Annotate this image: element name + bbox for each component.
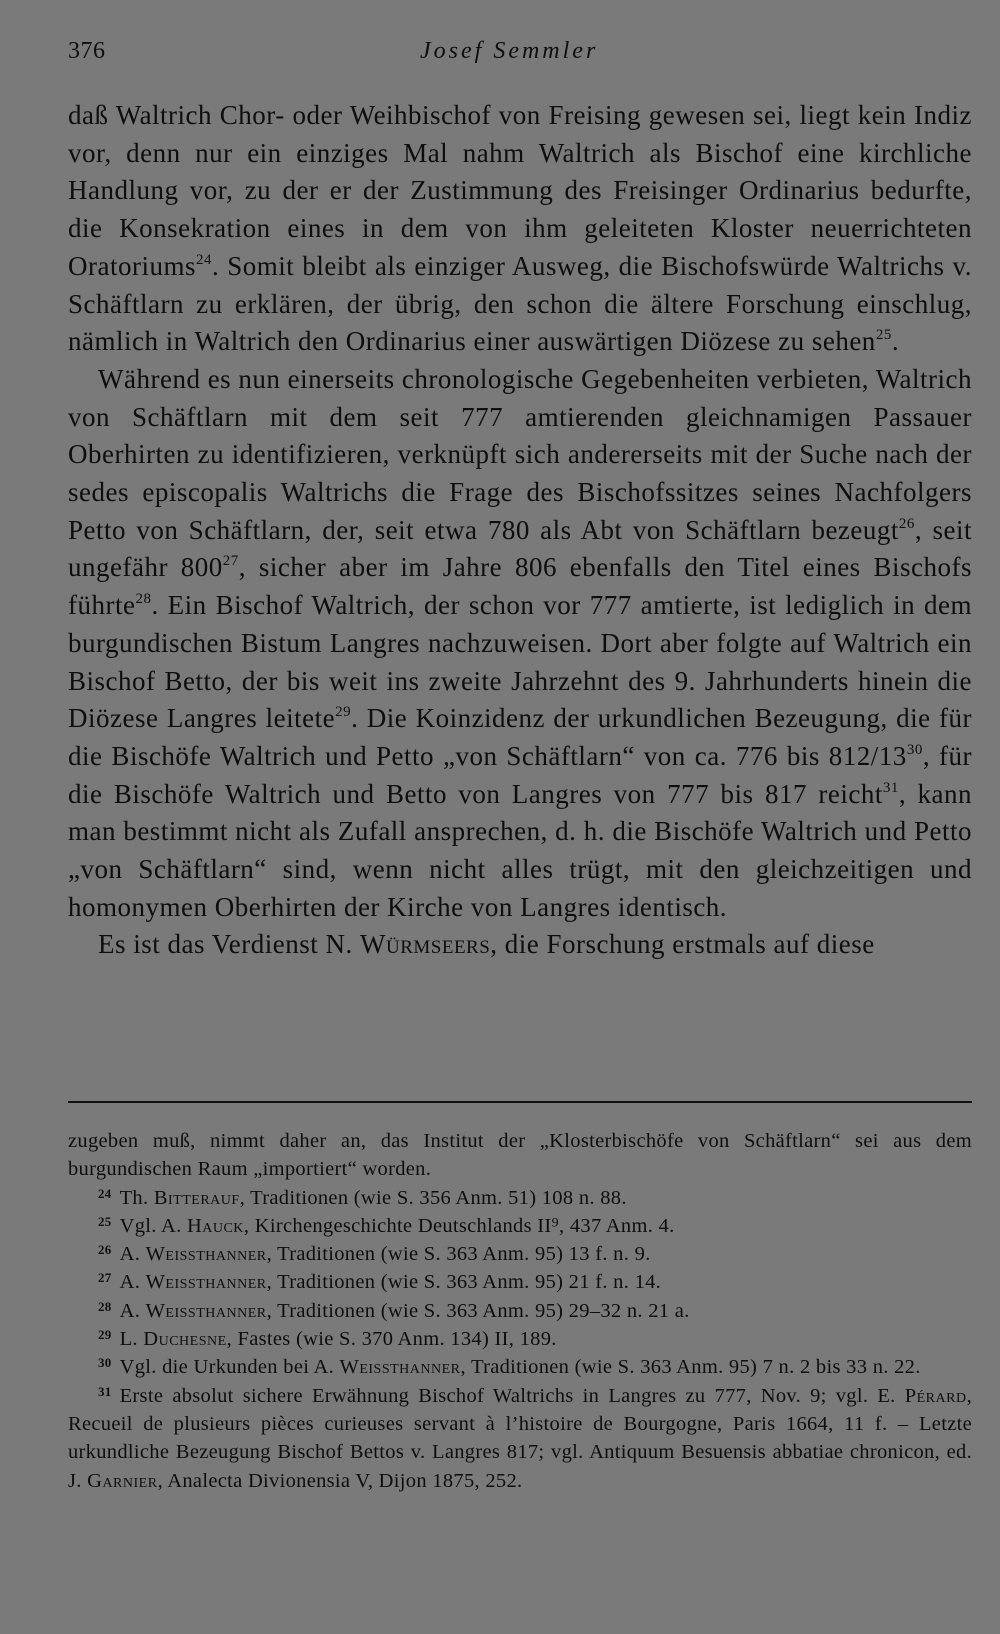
footnote-number: 27 xyxy=(98,1270,112,1286)
paragraph: Es ist das Verdienst N. Würmseers, die Forschung erstmals auf diese xyxy=(98,929,875,960)
author-name: Hauck xyxy=(186,1214,244,1237)
running-head: Josef Semmler xyxy=(420,38,599,64)
footnote-number: 29 xyxy=(98,1327,112,1343)
footnote-number: 28 xyxy=(98,1298,112,1314)
footnote-divider xyxy=(68,1101,972,1103)
footnotes xyxy=(68,1127,972,1495)
footnote: $^{30}$ Vgl. die Urkunden bei A. Weissthanner, Traditionen (wie S. 363 Anm. 95) 7 n. 2 bis 33 n. 22. xyxy=(98,1355,921,1379)
author-name: Weissthanner xyxy=(145,1243,267,1266)
footnote-ref: 27 xyxy=(222,553,239,570)
footnote-number: 26 xyxy=(98,1242,112,1258)
footnote-number: 30 xyxy=(98,1355,112,1371)
footnote: $^{28}$ A. Weissthanner, Traditionen (wie S. 363 Anm. 95) 29–32 n. 21 a. xyxy=(98,1298,690,1322)
author-name: Bitterauf xyxy=(153,1186,240,1209)
footnote-number: 25 xyxy=(98,1213,112,1229)
author-name: Weissthanner xyxy=(339,1356,461,1379)
paragraph: daß Waltrich Chor- oder Weihbischof von Freising gewesen sei, liegt kein Indiz vor, denn nur ein einziges Mal nahm Waltrich als Bischof eine kirchliche Handlung vor, zu der er der Zustimmung des Freisinger Ordinarius bedurfte, die Konsekration eines in dem von ihm geleiteten Kloster neuerrichteten Oratoriums$^{24}$. Somit bleibt als einziger Ausweg, die Bischofswürde Waltrichs v. Schäftlarn zu erklären, der übrig, den schon die ältere Forschung einschlug, nämlich in Waltrich den Ordinarius einer auswärtigen Diözese zu sehen$^{25}$. xyxy=(68,100,972,357)
footnote: $^{24}$ Th. Bitterauf, Traditionen (wie S. 356 Anm. 51) 108 n. 88. xyxy=(98,1185,627,1209)
author-name: Würmseers xyxy=(360,929,491,960)
footnote-ref: 28 xyxy=(135,591,152,608)
footnote-continuation: zugeben muß, nimmt daher an, das Institut der „Klosterbischöfe von Schäftlarn“ sei aus dem burgundischen Raum „importiert“ worden. xyxy=(68,1130,972,1181)
author-name: Pérard xyxy=(904,1384,967,1407)
author-name: Weissthanner xyxy=(145,1299,267,1322)
paragraph: Während es nun einerseits chronologische Gegebenheiten verbieten, Waltrich von Schäftlarn mit dem seit 777 amtierenden gleichnamigen Passauer Oberhirten zu identifizieren, verknüpft sich andererseits mit der Suche nach der sedes episcopalis Waltrichs die Frage des Bischofssitzes seines Nachfolgers Petto von Schäftlarn, der, seit etwa 780 als Abt von Schäftlarn bezeugt$^{26}$, seit ungefähr $800^{27}$, sicher aber im Jahre 806 ebenfalls den Titel eines Bischofs führte$^{28}$. Ein Bischof Waltrich, der schon vor 777 amtierte, ist lediglich in dem burgundischen Bistum Langres nachzuweisen. Dort aber folgte auf Waltrich ein Bischof Betto, der bis weit ins zweite Jahrzehnt des 9. Jahrhunderts hinein die Diözese Langres leitete$^{29}$. Die Koinzidenz der urkundlichen Bezeugung, die für die Bischöfe Waltrich und Petto „von Schäftlarn“ von ca. 776 bis $812/13^{30}$, für die Bischöfe Waltrich und Betto von Langres von 777 bis 817 reicht$^{31}$, kann man bestimmt nicht als Zufall ansprechen, d. h. die Bischöfe Waltrich und Petto „von Schäftlarn“ sind, wenn nicht alles trügt, mit den gleichzeitigen und homonymen Oberhirten der Kirche von Langres identisch. xyxy=(68,363,973,922)
footnote-ref: 25 xyxy=(875,327,892,344)
footnote-ref: 29 xyxy=(335,704,352,721)
footnote: $^{27}$ A. Weissthanner, Traditionen (wie S. 363 Anm. 95) 21 f. n. 14. xyxy=(98,1270,662,1294)
footnote: $^{26}$ A. Weissthanner, Traditionen (wie S. 363 Anm. 95) 13 f. n. 9. xyxy=(98,1242,651,1266)
footnote-ref: 24 xyxy=(195,251,212,268)
author-name: Garnier xyxy=(87,1469,158,1492)
author-name: Weissthanner xyxy=(145,1271,267,1294)
footnote-number: 31 xyxy=(98,1383,112,1399)
footnote: $^{31}$ Erste absolut sichere Erwähnung Bischof Waltrichs in Langres zu 777, Nov. 9; vgl. E. Pérard, Recueil de plusieurs pièces curieuses servant à l’histoire de Bourgogne, Paris 1664, 11 f. – Letzte urkundliche Bezeugung Bischof Bettos v. Langres 817; vgl. Antiquum Besuensis abbatiae chronicon, ed. J. Garnier, Analecta Divionensia V, Dijon 1875, 252. xyxy=(68,1383,972,1492)
footnote-ref: 30 xyxy=(906,741,923,758)
page-number: 376 xyxy=(68,38,106,64)
main-text xyxy=(68,97,972,964)
author-name: Duchesne xyxy=(143,1328,227,1351)
footnote: $^{29}$ L. Duchesne, Fastes (wie S. 370 Anm. 134) II, 189. xyxy=(98,1327,557,1351)
footnote-ref: 31 xyxy=(882,779,899,796)
footnote: $^{25}$ Vgl. A. Hauck, Kirchengeschichte Deutschlands II⁹, 437 Anm. 4. xyxy=(98,1213,675,1237)
footnote-ref: 26 xyxy=(898,515,915,532)
footnote-number: 24 xyxy=(98,1185,112,1201)
page-header xyxy=(68,38,972,72)
